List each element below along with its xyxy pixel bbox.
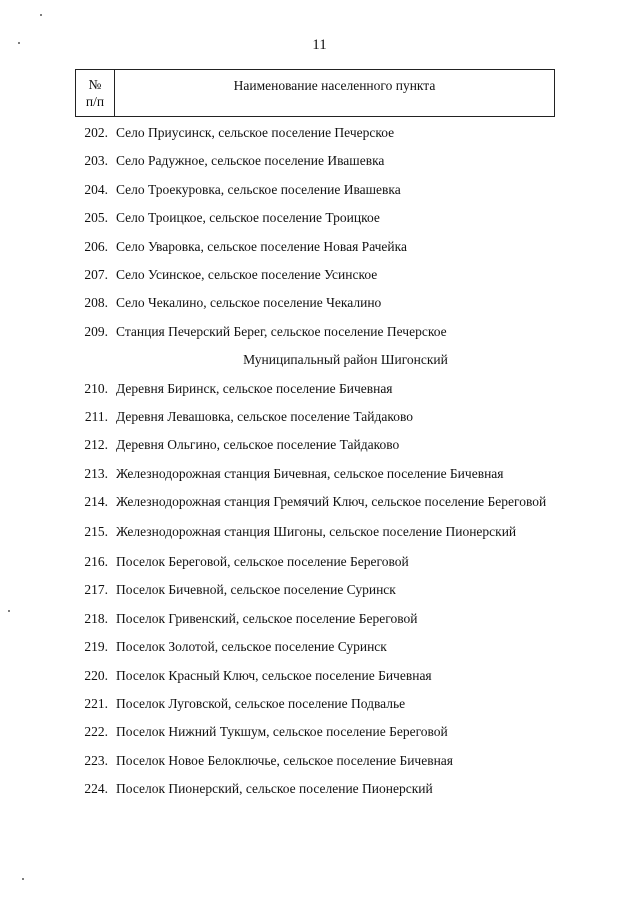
list-item xyxy=(0,553,639,570)
list-item xyxy=(0,465,639,482)
item-text: Село Троекуровка, сельское поселение Ивашевка xyxy=(116,181,401,197)
item-number: 224. xyxy=(84,781,108,797)
item-number: 203. xyxy=(84,153,108,169)
list-item xyxy=(0,667,639,684)
item-text: Железнодорожная станция Шигоны, сельское поселение Пионерский xyxy=(116,524,517,540)
item-number: 209. xyxy=(84,323,108,339)
list-item xyxy=(0,610,639,627)
item-number: 218. xyxy=(84,610,108,626)
item-number: 206. xyxy=(84,238,108,254)
table-header xyxy=(75,69,555,117)
item-text: Поселок Луговской, сельское поселение Подвалье xyxy=(116,696,406,712)
list-item xyxy=(0,152,639,169)
header-name-cell: Наименование населенного пункта xyxy=(233,78,436,93)
list-item xyxy=(0,380,639,397)
item-number: 213. xyxy=(84,465,108,481)
item-text: Деревня Ольгино, сельское поселение Тайдаково xyxy=(116,437,400,453)
item-text: Село Приусинск, сельское поселение Печерское xyxy=(116,125,395,140)
item-number: 208. xyxy=(84,295,108,311)
item-number: 210. xyxy=(84,380,108,396)
item-number: 217. xyxy=(84,582,108,598)
header-number-symbol: № xyxy=(88,77,102,92)
page-number: 11 xyxy=(312,37,327,53)
item-text: Деревня Биринск, сельское поселение Бичевная xyxy=(116,380,393,396)
item-text: Железнодорожная станция Бичевная, сельское поселение Бичевная xyxy=(116,465,504,481)
item-number: 205. xyxy=(84,210,108,226)
list-item xyxy=(0,752,639,769)
header-number-cell xyxy=(76,70,115,116)
item-text: Железнодорожная станция Гремячий Ключ, сельское поселение Береговой xyxy=(116,494,547,510)
list-item xyxy=(0,209,639,226)
item-text: Поселок Пионерский, сельское поселение Пионерский xyxy=(116,781,433,797)
item-number: 223. xyxy=(84,752,108,768)
section-heading: Муниципальный район Шигонский xyxy=(243,352,448,368)
item-number: 221. xyxy=(84,696,108,712)
list-item xyxy=(0,323,639,340)
item-number: 212. xyxy=(84,437,108,453)
list-item xyxy=(0,266,639,283)
item-text: Поселок Золотой, сельское поселение Суринск xyxy=(116,639,387,655)
item-number: 219. xyxy=(84,639,108,655)
list-item xyxy=(0,181,639,198)
list-item xyxy=(0,638,639,655)
list-item xyxy=(0,124,639,141)
list-item xyxy=(0,780,639,797)
item-text: Поселок Бичевной, сельское поселение Суринск xyxy=(116,582,396,598)
item-text: Поселок Новое Белоключье, сельское поселение Бичевная xyxy=(116,752,454,768)
list-item xyxy=(0,581,639,598)
item-text: Село Чекалино, сельское поселение Чекалино xyxy=(116,295,382,311)
list-item xyxy=(0,436,639,453)
item-text: Село Радужное, сельское поселение Ивашевка xyxy=(116,153,385,169)
item-number: 222. xyxy=(84,724,108,740)
item-number: 216. xyxy=(84,554,108,570)
list-item xyxy=(0,523,639,540)
scan-speck xyxy=(22,878,24,880)
item-text: Станция Печерский Берег, сельское поселение Печерское xyxy=(116,323,447,339)
item-number: 202. xyxy=(84,125,108,140)
item-text: Поселок Береговой, сельское поселение Береговой xyxy=(116,554,409,570)
item-text: Село Усинское, сельское поселение Усинское xyxy=(116,266,378,282)
list-item xyxy=(0,723,639,740)
list-item xyxy=(0,695,639,712)
list-item xyxy=(0,408,639,425)
item-text: Поселок Гривенский, сельское поселение Береговой xyxy=(116,610,418,626)
item-number: 215. xyxy=(84,524,108,540)
item-number: 211. xyxy=(84,408,108,424)
list-item xyxy=(0,493,639,510)
item-number: 214. xyxy=(84,494,108,510)
settlement-list xyxy=(0,124,639,809)
header-number-abbrev: п/п xyxy=(85,94,105,109)
item-text: Поселок Нижний Тукшум, сельское поселение Береговой xyxy=(116,724,448,740)
scan-speck xyxy=(40,14,42,16)
item-text: Село Уваровка, сельское поселение Новая Рачейка xyxy=(116,238,407,254)
item-text: Село Троицкое, сельское поселение Троицкое xyxy=(116,210,380,226)
item-text: Поселок Красный Ключ, сельское поселение Бичевная xyxy=(116,667,432,683)
list-item xyxy=(0,294,639,311)
item-number: 204. xyxy=(84,181,108,197)
item-text: Деревня Левашовка, сельское поселение Тайдаково xyxy=(116,408,413,424)
item-number: 220. xyxy=(84,667,108,683)
item-number: 207. xyxy=(84,266,108,282)
list-item xyxy=(0,238,639,255)
